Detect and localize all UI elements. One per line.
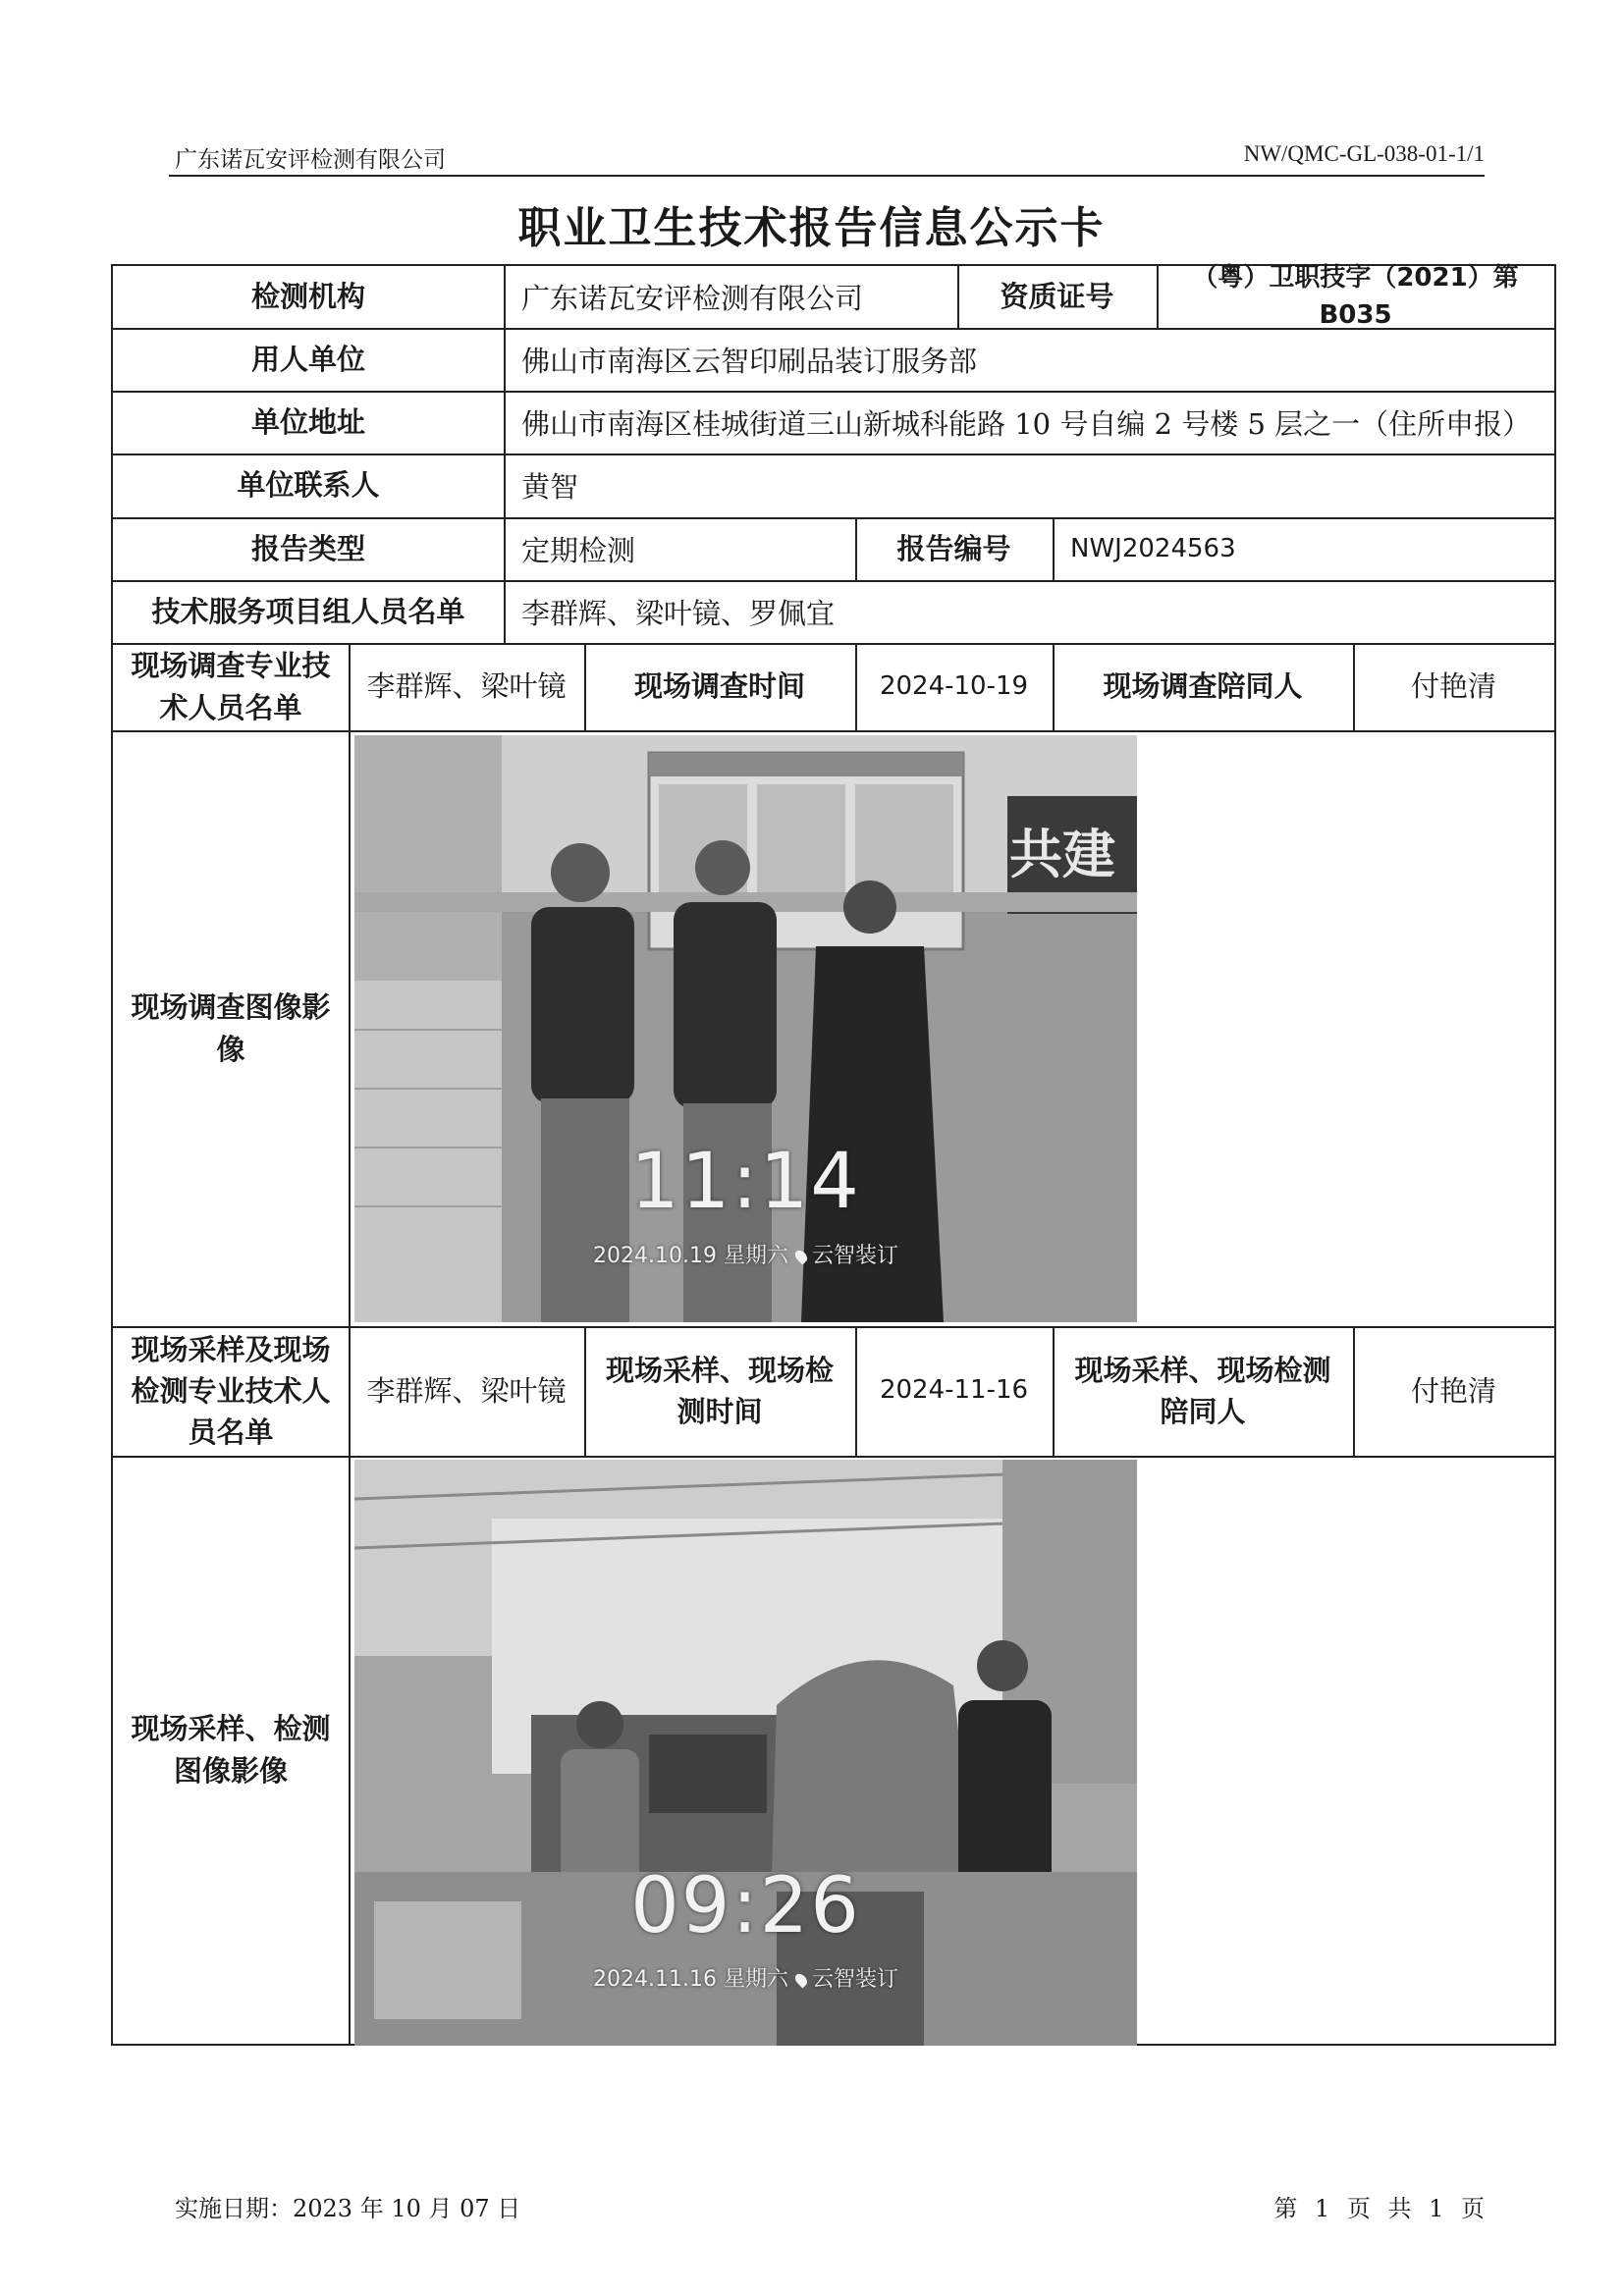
cert-label: 资质证号 (1000, 280, 1114, 314)
survey-photo-time: 11:14 (630, 1138, 861, 1226)
contact-value: 黄智 (521, 470, 579, 504)
banner-sign-text: 共建 (1009, 824, 1115, 885)
survey-photo-weekday: 星期六 (723, 1244, 788, 1268)
survey-escort-label: 现场调查陪同人 (1103, 669, 1303, 704)
header-doc-code: NW/QMC-GL-038-01-1/1 (1243, 141, 1485, 166)
survey-photo-label: 现场调查图像影像 (131, 990, 331, 1066)
institution-label: 检测机构 (250, 280, 365, 314)
sampling-photo-date: 2024.11.16 (593, 1967, 717, 1992)
address-value: 佛山市南海区桂城街道三山新城科能路 10 号自编 2 号楼 5 层之一（住所申报） (521, 406, 1532, 441)
sampling-photo-label: 现场采样、检测图像影像 (131, 1712, 331, 1788)
survey-photo (354, 735, 1137, 1322)
cert-value: （粤）卫职技字（2021）第 B035 (1192, 262, 1519, 330)
report-no-label: 报告编号 (896, 531, 1011, 565)
survey-photo-caption (354, 1239, 1137, 1269)
header-divider (169, 175, 1485, 177)
sampling-escort-label: 现场采样、现场检测陪同人 (1074, 1353, 1331, 1428)
sampling-photo-illustration (354, 1460, 1137, 2046)
survey-time-label: 现场调查时间 (633, 669, 805, 704)
info-table (111, 264, 1556, 2046)
contact-label: 单位联系人 (237, 468, 380, 503)
sampling-photo-time: 09:26 (630, 1862, 861, 1950)
survey-staff-value: 李群辉、梁叶镜 (366, 669, 567, 704)
sampling-time-value: 2024-11-16 (879, 1375, 1029, 1406)
sampling-photo-place: 云智装订 (811, 1967, 898, 1992)
report-no-value: NWJ2024563 (1070, 534, 1236, 563)
sampling-time-label: 现场采样、现场检测时间 (605, 1353, 834, 1428)
survey-photo-illustration (354, 735, 1137, 1322)
sampling-photo-weekday: 星期六 (723, 1967, 788, 1992)
report-type-value: 定期检测 (521, 533, 636, 567)
sampling-staff-label: 现场采样及现场检测专业技术人员名单 (131, 1332, 331, 1450)
page-title: 职业卫生技术报告信息公示卡 (517, 203, 1106, 253)
header-company: 广东诺瓦安评检测有限公司 (175, 147, 446, 173)
institution-value: 广东诺瓦安评检测有限公司 (521, 282, 864, 315)
footer-effective-date: 实施日期：2023 年 10 月 07 日 (175, 2195, 521, 2222)
team-value: 李群辉、梁叶镜、罗佩宜 (521, 596, 836, 630)
address-label: 单位地址 (250, 404, 365, 439)
employer-label: 用人单位 (250, 342, 365, 376)
sampling-staff-value: 李群辉、梁叶镜 (366, 1373, 567, 1408)
sampling-photo (354, 1460, 1137, 2046)
survey-staff-label: 现场调查专业技术人员名单 (131, 649, 331, 724)
footer-page-number: 第 1 页 共 1 页 (1273, 2195, 1485, 2222)
location-pin-icon (792, 1972, 809, 1989)
survey-photo-date: 2024.10.19 (593, 1244, 717, 1268)
sampling-photo-caption (354, 1962, 1137, 1993)
survey-time-value: 2024-10-19 (879, 670, 1029, 701)
survey-photo-place: 云智装订 (811, 1244, 898, 1268)
employer-value: 佛山市南海区云智印刷品装订服务部 (521, 344, 978, 378)
location-pin-icon (792, 1249, 809, 1265)
report-type-label: 报告类型 (250, 531, 365, 565)
survey-escort-value: 付艳清 (1410, 669, 1496, 704)
team-label: 技术服务项目组人员名单 (151, 594, 465, 628)
sampling-escort-value: 付艳清 (1410, 1373, 1496, 1408)
